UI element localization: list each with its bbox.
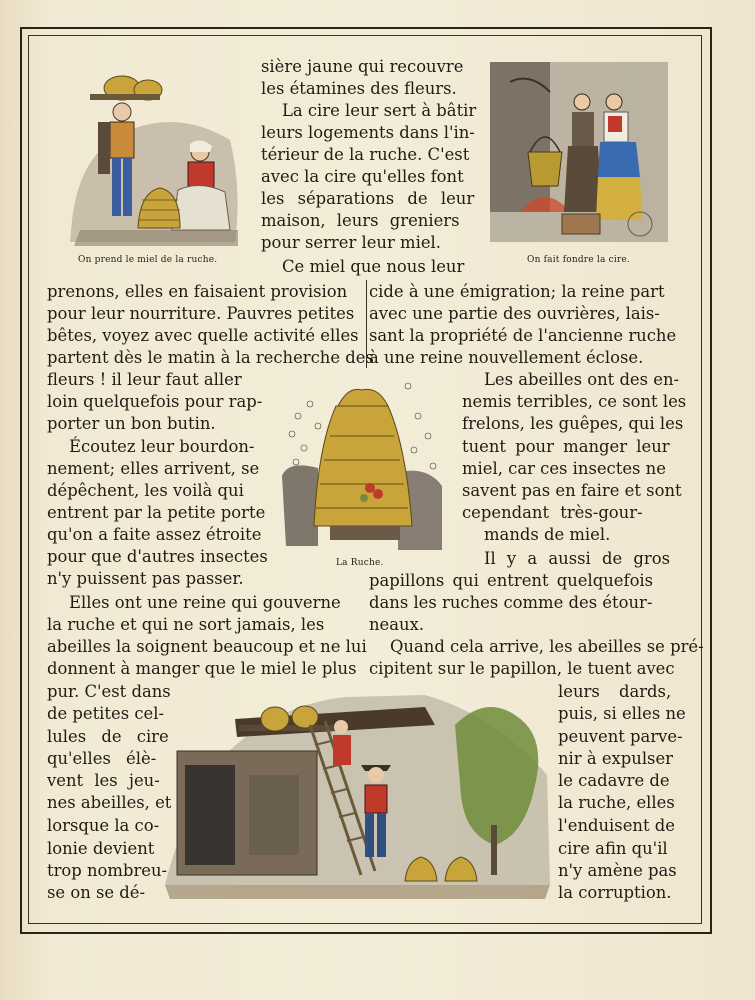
text-line: l'enduisent de [558,816,675,835]
text-line: peuvent parve- [558,727,683,746]
text-line: maison, leurs greniers [261,211,460,230]
text-line: nir à expulser [558,749,674,768]
text-line: les étamines des fleurs. [261,79,457,98]
text-line: pour que d'autres insectes [47,547,268,566]
text-line: mands de miel. [484,525,611,544]
honey-harvest-illustration [60,70,245,250]
text-line: partent dès le matin à la recherche des [47,348,374,367]
text-line: abeilles la soignent beaucoup et ne lui [47,637,367,656]
caption-middle: La Ruche. [336,558,384,568]
melting-wax-illustration [490,62,668,242]
text-line: n'y puissent pas passer. [47,569,244,588]
text-line: Les abeilles ont des en- [484,370,680,389]
text-line: nement; elles arrivent, se [47,459,260,478]
text-line: se on se dé- [47,883,146,902]
text-line: fleurs ! il leur faut aller [47,370,242,389]
text-line: prenons, elles en faisaient provision [47,282,348,301]
text-line: le cadavre de [558,771,670,790]
text-line: dépêchent, les voilà qui [47,481,244,500]
text-line: avec la cire qu'elles font [261,167,464,186]
text-line: nemis terribles, ce sont les [462,392,687,411]
text-line: térieur de la ruche. C'est [261,145,470,164]
text-line: la ruche, elles [558,793,675,812]
text-line: dans les ruches comme des étour- [369,593,653,612]
text-line: la ruche et qui ne sort jamais, les [47,615,325,634]
text-line: nes abeilles, et [47,793,172,812]
text-line: vent les jeu- [47,771,160,790]
text-line: sant la propriété de l'ancienne ruche [369,326,677,345]
text-line: papillons qui entrent quelquefois [369,571,654,590]
text-line: n'y amène pas [558,861,677,880]
text-line: lorsque la co- [47,816,160,835]
text-line: miel, car ces insectes ne [462,459,666,478]
text-line: leurs dards, [558,682,672,701]
text-line: savent pas en faire et sont [462,481,682,500]
text-line: leurs logements dans l'in- [261,123,475,142]
text-line: qu'on a faite assez étroite [47,525,262,544]
text-line: Elles ont une reine qui gouverne [69,593,341,612]
beehive-illustration [278,376,446,556]
text-line: entrent par la petite porte [47,503,266,522]
text-line: Ce miel que nous leur [282,257,465,276]
text-line: La cire leur sert à bâtir [282,101,477,120]
text-line: tuent pour manger leur [462,437,670,456]
text-line: les séparations de leur [261,189,475,208]
text-line: à une reine nouvellement éclose. [369,348,644,367]
text-line: pour leur nourriture. Pauvres petites [47,304,355,323]
text-line: porter un bon butin. [47,414,216,433]
text-line: bêtes, voyez avec quelle activité elles [47,326,359,345]
text-line: donnent à manger que le miel le plus [47,659,357,678]
text-line: de petites cel- [47,704,164,723]
caption-top-left: On prend le miel de la ruche. [78,255,218,265]
text-line: avec une partie des ouvrières, lais- [369,304,660,323]
text-line: loin quelquefois pour rap- [47,392,263,411]
text-line: Il y a aussi de gros [484,549,670,568]
text-line: puis, si elles ne [558,704,686,723]
text-line: pur. C'est dans [47,682,171,701]
apiary-shed-illustration [165,685,550,900]
text-line: Écoutez leur bourdon- [69,437,255,456]
text-line: frelons, les guêpes, qui les [462,414,684,433]
text-line: Quand cela arrive, les abeilles se pré- [390,637,704,656]
text-line: lules de cire [47,727,169,746]
text-line: qu'elles élè- [47,749,157,768]
text-line: cire afin qu'il [558,839,668,858]
text-line: trop nombreu- [47,861,168,880]
text-line: lonie devient [47,839,155,858]
text-line: pour serrer leur miel. [261,233,441,252]
text-line: cipitent sur le papillon, le tuent avec [369,659,675,678]
text-line: la corruption. [558,883,672,902]
text-line: neaux. [369,615,425,634]
text-line: cide à une émigration; la reine part [369,282,665,301]
text-line: cependant très-gour- [462,503,643,522]
caption-top-right: On fait fondre la cire. [527,255,630,265]
text-line: sière jaune qui recouvre [261,57,464,76]
